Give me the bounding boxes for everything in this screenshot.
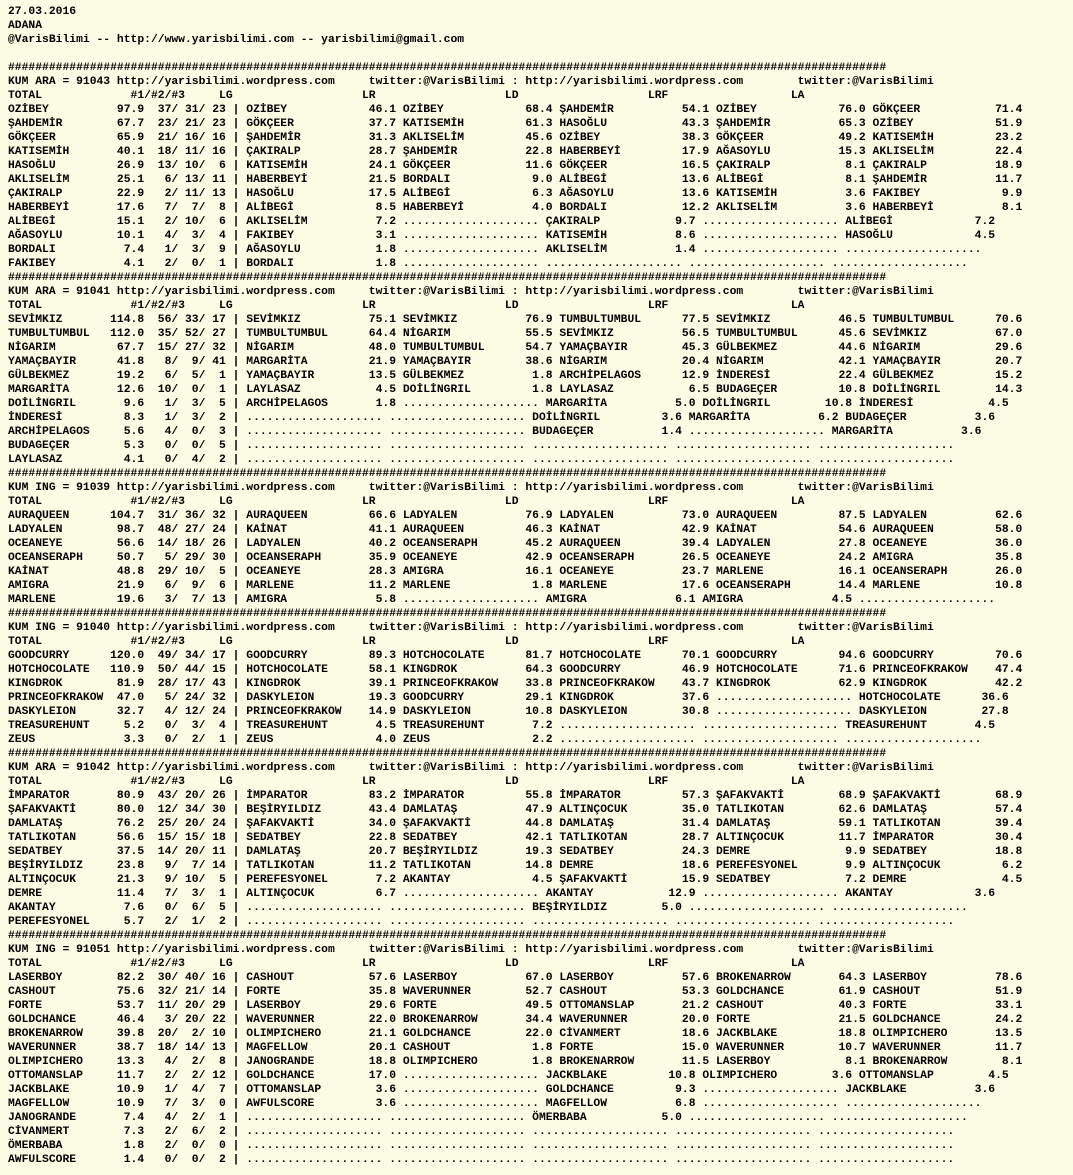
table-row: KINGDROK 81.9 28/ 17/ 43 | KINGDROK 39.1 PRINCEOFKRAKOW 33.8 PRINCEOFKRAKOW 43.7 KINGDROK 62.9 KINGDROK 42.2: [8, 678, 1023, 690]
table-row: DASKYLEION 32.7 4/ 12/ 24 | PRINCEOFKRAKOW 14.9 DASKYLEION 10.8 DASKYLEION 30.8 .................... DASKYLEION 27.8: [8, 706, 1009, 718]
table-row: JANOGRANDE 7.4 4/ 2/ 1 | .................... .................... ÖMERBABA 5.0 .................... ....................: [8, 1112, 968, 1124]
table-row: CİVANMERT 7.3 2/ 6/ 2 | .................... .................... .................... .................... ....................: [8, 1126, 955, 1138]
table-row: ARCHİPELAGOS 5.6 4/ 0/ 3 | .................... .................... BUDAGEÇER 1.4 .................... MARGARİTA 3.6: [8, 426, 982, 438]
race-title: KUM ING = 91039 http://yarisbilimi.wordpress.com twitter:@VarisBilimi : http://yarisbilimi.wordpress.com twitter:@VarisBilimi: [8, 482, 934, 494]
header-line: [8, 47, 1073, 61]
table-row: AKANTAY 7.6 0/ 6/ 5 | .................... .................... BEŞİRYILDIZ 5.0 .................... ....................: [8, 902, 968, 914]
column-headers: TOTAL #1/#2/#3 LG LR LD LRF LA: [8, 90, 805, 102]
header-line: @VarisBilimi -- http://www.yarisbilimi.com -- yarisbilimi@gmail.com: [8, 34, 465, 46]
table-row: SEDATBEY 37.5 14/ 20/ 11 | DAMLATAŞ 20.7 BEŞİRYILDIZ 19.3 SEDATBEY 24.3 DEMRE 9.9 SEDATBEY 18.8: [8, 846, 1023, 858]
table-row: JACKBLAKE 10.9 1/ 4/ 7 | OTTOMANSLAP 3.6 .................... GOLDCHANCE 9.3 .................... JACKBLAKE 3.6: [8, 1084, 996, 1096]
table-row: GÜLBEKMEZ 19.2 6/ 5/ 1 | YAMAÇBAYIR 13.5 GÜLBEKMEZ 1.8 ARCHİPELAGOS 12.9 İNDERESİ 22.4 GÜLBEKMEZ 15.2: [8, 370, 1023, 382]
section-divider: #################################################################################################################################: [8, 608, 887, 620]
table-row: LASERBOY 82.2 30/ 40/ 16 | CASHOUT 57.6 LASERBOY 67.0 LASERBOY 57.6 BROKENARROW 64.3 LASERBOY 78.6: [8, 972, 1023, 984]
table-row: AĞASOYLU 10.1 4/ 3/ 4 | FAKIBEY 3.1 .................... KATISEMİH 8.6 .................... HASOĞLU 4.5: [8, 230, 996, 242]
table-row: PRINCEOFKRAKOW 47.0 5/ 24/ 32 | DASKYLEION 19.3 GOODCURRY 29.1 KINGDROK 37.6 .................... HOTCHOCOLATE 36.6: [8, 692, 1009, 704]
column-headers: TOTAL #1/#2/#3 LG LR LD LRF LA: [8, 776, 805, 788]
table-row: BUDAGEÇER 5.3 0/ 0/ 5 | .................... .................... .................... .................... ....................: [8, 440, 955, 452]
table-row: MARLENE 19.6 3/ 7/ 13 | AMIGRA 5.8 .................... AMIGRA 6.1 AMIGRA 4.5 ....................: [8, 594, 996, 606]
race-title: KUM ARA = 91042 http://yarisbilimi.wordpress.com twitter:@VarisBilimi : http://yarisbilimi.wordpress.com twitter:@VarisBilimi: [8, 762, 934, 774]
column-headers: TOTAL #1/#2/#3 LG LR LD LRF LA: [8, 636, 805, 648]
table-row: TATLIKOTAN 56.6 15/ 15/ 18 | SEDATBEY 22.8 SEDATBEY 42.1 TATLIKOTAN 28.7 ALTINÇOCUK 11.7 İMPARATOR 30.4: [8, 832, 1023, 844]
table-row: YAMAÇBAYIR 41.8 8/ 9/ 41 | MARGARİTA 21.9 YAMAÇBAYIR 38.6 NİGARIM 20.4 NİGARIM 42.1 YAMAÇBAYIR 20.7: [8, 356, 1023, 368]
header-line: ADANA: [8, 20, 43, 32]
table-row: DAMLATAŞ 76.2 25/ 20/ 24 | ŞAFAKVAKTİ 34.0 ŞAFAKVAKTİ 44.8 DAMLATAŞ 31.4 DAMLATAŞ 59.1 TATLIKOTAN 39.4: [8, 818, 1023, 830]
table-row: ZEUS 3.3 0/ 2/ 1 | ZEUS 4.0 ZEUS 2.2 .................... .................... ....................: [8, 734, 982, 746]
table-row: ALİBEGİ 15.1 2/ 10/ 6 | AKLISELİM 7.2 .................... ÇAKIRALP 9.7 .................... ALİBEGİ 7.2: [8, 216, 996, 228]
table-row: OTTOMANSLAP 11.7 2/ 2/ 12 | GOLDCHANCE 17.0 .................... JACKBLAKE 10.8 OLIMPICHERO 3.6 OTTOMANSLAP 4.5: [8, 1070, 1009, 1082]
table-row: LADYALEN 98.7 48/ 27/ 24 | KAİNAT 41.1 AURAQUEEN 46.3 KAİNAT 42.9 KAİNAT 54.6 AURAQUEEN 58.0: [8, 524, 1023, 536]
race-title: KUM ARA = 91041 http://yarisbilimi.wordpress.com twitter:@VarisBilimi : http://yarisbilimi.wordpress.com twitter:@VarisBilimi: [8, 286, 934, 298]
table-row: FAKIBEY 4.1 2/ 0/ 1 | BORDALI 1.8 .................... .................... .................... ....................: [8, 258, 968, 270]
table-row: KATISEMİH 40.1 18/ 11/ 16 | ÇAKIRALP 28.7 ŞAHDEMİR 22.8 HABERBEYİ 17.9 AĞASOYLU 15.3 AKLISELİM 22.4: [8, 146, 1023, 158]
race-title: KUM ING = 91051 http://yarisbilimi.wordpress.com twitter:@VarisBilimi : http://yarisbilimi.wordpress.com twitter:@VarisBilimi: [8, 944, 934, 956]
table-row: OCEANSERAPH 50.7 5/ 29/ 30 | OCEANSERAPH 35.9 OCEANEYE 42.9 OCEANSERAPH 26.5 OCEANEYE 24.2 AMIGRA 35.8: [8, 552, 1023, 564]
table-row: ŞAHDEMİR 67.7 23/ 21/ 23 | GÖKÇEER 37.7 KATISEMİH 61.3 HASOĞLU 43.3 ŞAHDEMİR 65.3 OZİBEY 51.9: [8, 118, 1023, 130]
table-row: TREASUREHUNT 5.2 0/ 3/ 4 | TREASUREHUNT 4.5 TREASUREHUNT 7.2 .................... .................... TREASUREHUNT 4.5: [8, 720, 996, 732]
table-row: BORDALI 7.4 1/ 3/ 9 | AĞASOYLU 1.8 .................... AKLISELİM 1.4 .................... ....................: [8, 244, 982, 256]
table-row: WAVERUNNER 38.7 18/ 14/ 13 | MAGFELLOW 20.1 CASHOUT 1.8 FORTE 15.0 WAVERUNNER 10.7 WAVERUNNER 11.7: [8, 1042, 1023, 1054]
section-divider: #################################################################################################################################: [8, 930, 887, 942]
table-row: AURAQUEEN 104.7 31/ 36/ 32 | AURAQUEEN 66.6 LADYALEN 76.9 LADYALEN 73.0 AURAQUEEN 87.5 LADYALEN 62.6: [8, 510, 1023, 522]
table-row: LAYLASAZ 4.1 0/ 4/ 2 | .................... .................... .................... .................... ....................: [8, 454, 955, 466]
section-divider: #################################################################################################################################: [8, 748, 887, 760]
table-row: BROKENARROW 39.8 20/ 2/ 10 | OLIMPICHERO 21.1 GOLDCHANCE 22.0 CİVANMERT 18.6 JACKBLAKE 18.8 OLIMPICHERO 13.5: [8, 1028, 1023, 1040]
section-divider: #################################################################################################################################: [8, 62, 887, 74]
table-row: ÖMERBABA 1.8 2/ 0/ 0 | .................... .................... .................... .................... ....................: [8, 1140, 955, 1152]
table-row: NİGARIM 67.7 15/ 27/ 32 | NİGARIM 48.0 TUMBULTUMBUL 54.7 YAMAÇBAYIR 45.3 GÜLBEKMEZ 44.6 NİGARIM 29.6: [8, 342, 1023, 354]
table-row: HOTCHOCOLATE 110.9 50/ 44/ 15 | HOTCHOCOLATE 58.1 KINGDROK 64.3 GOODCURRY 46.9 HOTCHOCOLATE 71.6 PRINCEOFKRAKOW 47.4: [8, 664, 1023, 676]
table-row: GOODCURRY 120.0 49/ 34/ 17 | GOODCURRY 89.3 HOTCHOCOLATE 81.7 HOTCHOCOLATE 70.1 GOODCURRY 94.6 GOODCURRY 70.6: [8, 650, 1023, 662]
table-row: GOLDCHANCE 46.4 3/ 20/ 22 | WAVERUNNER 22.0 BROKENARROW 34.4 WAVERUNNER 20.0 FORTE 21.5 GOLDCHANCE 24.2: [8, 1014, 1023, 1026]
table-row: PEREFESYONEL 5.7 2/ 1/ 2 | .................... .................... .................... .................... ....................: [8, 916, 955, 928]
column-headers: TOTAL #1/#2/#3 LG LR LD LRF LA: [8, 496, 805, 508]
table-row: OLIMPICHERO 13.3 4/ 2/ 8 | JANOGRANDE 18.8 OLIMPICHERO 1.8 BROKENARROW 11.5 LASERBOY 8.1 BROKENARROW 8.1: [8, 1056, 1023, 1068]
table-row: SEVİMKIZ 114.8 56/ 33/ 17 | SEVİMKIZ 75.1 SEVİMKIZ 76.9 TUMBULTUMBUL 77.5 SEVİMKIZ 46.5 TUMBULTUMBUL 70.6: [8, 314, 1023, 326]
section-divider: #################################################################################################################################: [8, 468, 887, 480]
table-row: AMIGRA 21.9 6/ 9/ 6 | MARLENE 11.2 MARLENE 1.8 MARLENE 17.6 OCEANSERAPH 14.4 MARLENE 10.8: [8, 580, 1023, 592]
table-row: MARGARİTA 12.6 10/ 0/ 1 | LAYLASAZ 4.5 DOİLİNGRIL 1.8 LAYLASAZ 6.5 BUDAGEÇER 10.8 DOİLİNGRIL 14.3: [8, 384, 1023, 396]
table-row: AKLISELİM 25.1 6/ 13/ 11 | HABERBEYİ 21.5 BORDALI 9.0 ALİBEGİ 13.6 ALİBEGİ 8.1 ŞAHDEMİR 11.7: [8, 174, 1023, 186]
table-row: ALTINÇOCUK 21.3 9/ 10/ 5 | PEREFESYONEL 7.2 AKANTAY 4.5 ŞAFAKVAKTİ 15.9 SEDATBEY 7.2 DEMRE 4.5: [8, 874, 1023, 886]
table-row: CASHOUT 75.6 32/ 21/ 14 | FORTE 35.8 WAVERUNNER 52.7 CASHOUT 53.3 GOLDCHANCE 61.9 CASHOUT 51.9: [8, 986, 1023, 998]
table-row: OZİBEY 97.9 37/ 31/ 23 | OZİBEY 46.1 OZİBEY 68.4 ŞAHDEMİR 54.1 OZİBEY 76.0 GÖKÇEER 71.4: [8, 104, 1023, 116]
table-row: OCEANEYE 56.6 14/ 18/ 26 | LADYALEN 40.2 OCEANSERAPH 45.2 AURAQUEEN 39.4 LADYALEN 27.8 OCEANEYE 36.0: [8, 538, 1023, 550]
table-row: GÖKÇEER 65.9 21/ 16/ 16 | ŞAHDEMİR 31.3 AKLISELİM 45.6 OZİBEY 38.3 GÖKÇEER 49.2 KATISEMİH 23.2: [8, 132, 1023, 144]
table-row: FORTE 53.7 11/ 20/ 29 | LASERBOY 29.6 FORTE 49.5 OTTOMANSLAP 21.2 CASHOUT 40.3 FORTE 33.1: [8, 1000, 1023, 1012]
section-divider: #################################################################################################################################: [8, 272, 887, 284]
header-line: 27.03.2016: [8, 6, 77, 18]
race-title: KUM ING = 91040 http://yarisbilimi.wordpress.com twitter:@VarisBilimi : http://yarisbilimi.wordpress.com twitter:@VarisBilimi: [8, 622, 934, 634]
table-row: KAİNAT 48.8 29/ 10/ 5 | OCEANEYE 28.3 AMIGRA 16.1 OCEANEYE 23.7 MARLENE 16.1 OCEANSERAPH 26.0: [8, 566, 1023, 578]
race-title: KUM ARA = 91043 http://yarisbilimi.wordpress.com twitter:@VarisBilimi : http://yarisbilimi.wordpress.com twitter:@VarisBilimi: [8, 76, 934, 88]
table-row: ÇAKIRALP 22.9 2/ 11/ 13 | HASOĞLU 17.5 ALİBEGİ 6.3 AĞASOYLU 13.6 KATISEMİH 3.6 FAKIBEY 9.9: [8, 188, 1023, 200]
table-row: ŞAFAKVAKTİ 80.0 12/ 34/ 30 | BEŞİRYILDIZ 43.4 DAMLATAŞ 47.9 ALTINÇOCUK 35.0 TATLIKOTAN 62.6 DAMLATAŞ 57.4: [8, 804, 1023, 816]
table-row: DOİLİNGRIL 9.6 1/ 3/ 5 | ARCHİPELAGOS 1.8 .................... MARGARİTA 5.0 DOİLİNGRIL 10.8 İNDERESİ 4.5: [8, 398, 1009, 410]
table-row: MAGFELLOW 10.9 7/ 3/ 0 | AWFULSCORE 3.6 .................... MAGFELLOW 6.8 .................... ....................: [8, 1098, 982, 1110]
table-row: İMPARATOR 80.9 43/ 20/ 26 | İMPARATOR 83.2 İMPARATOR 55.8 İMPARATOR 57.3 ŞAFAKVAKTİ 68.9 ŞAFAKVAKTİ 68.9: [8, 790, 1023, 802]
column-headers: TOTAL #1/#2/#3 LG LR LD LRF LA: [8, 958, 805, 970]
table-row: İNDERESİ 8.3 1/ 3/ 2 | .................... .................... DOİLİNGRIL 3.6 MARGARİTA 6.2 BUDAGEÇER 3.6: [8, 412, 996, 424]
table-row: HABERBEYİ 17.6 7/ 7/ 8 | ALİBEGİ 8.5 HABERBEYİ 4.0 BORDALI 12.2 AKLISELİM 3.6 HABERBEYİ 8.1: [8, 202, 1023, 214]
table-row: TUMBULTUMBUL 112.0 35/ 52/ 27 | TUMBULTUMBUL 64.4 NİGARIM 55.5 SEVİMKIZ 56.5 TUMBULTUMBUL 45.6 SEVİMKIZ 67.0: [8, 328, 1023, 340]
table-row: AWFULSCORE 1.4 0/ 0/ 2 | .................... .................... .................... .................... ....................: [8, 1154, 955, 1166]
table-row: HASOĞLU 26.9 13/ 10/ 6 | KATISEMİH 24.1 GÖKÇEER 11.6 GÖKÇEER 16.5 ÇAKIRALP 8.1 ÇAKIRALP 18.9: [8, 160, 1023, 172]
column-headers: TOTAL #1/#2/#3 LG LR LD LRF LA: [8, 300, 805, 312]
table-row: BEŞİRYILDIZ 23.8 9/ 7/ 14 | TATLIKOTAN 11.2 TATLIKOTAN 14.8 DEMRE 18.6 PEREFESYONEL 9.9 ALTINÇOCUK 6.2: [8, 860, 1023, 872]
table-row: DEMRE 11.4 7/ 3/ 1 | ALTINÇOCUK 6.7 .................... AKANTAY 12.9 .................... AKANTAY 3.6: [8, 888, 996, 900]
